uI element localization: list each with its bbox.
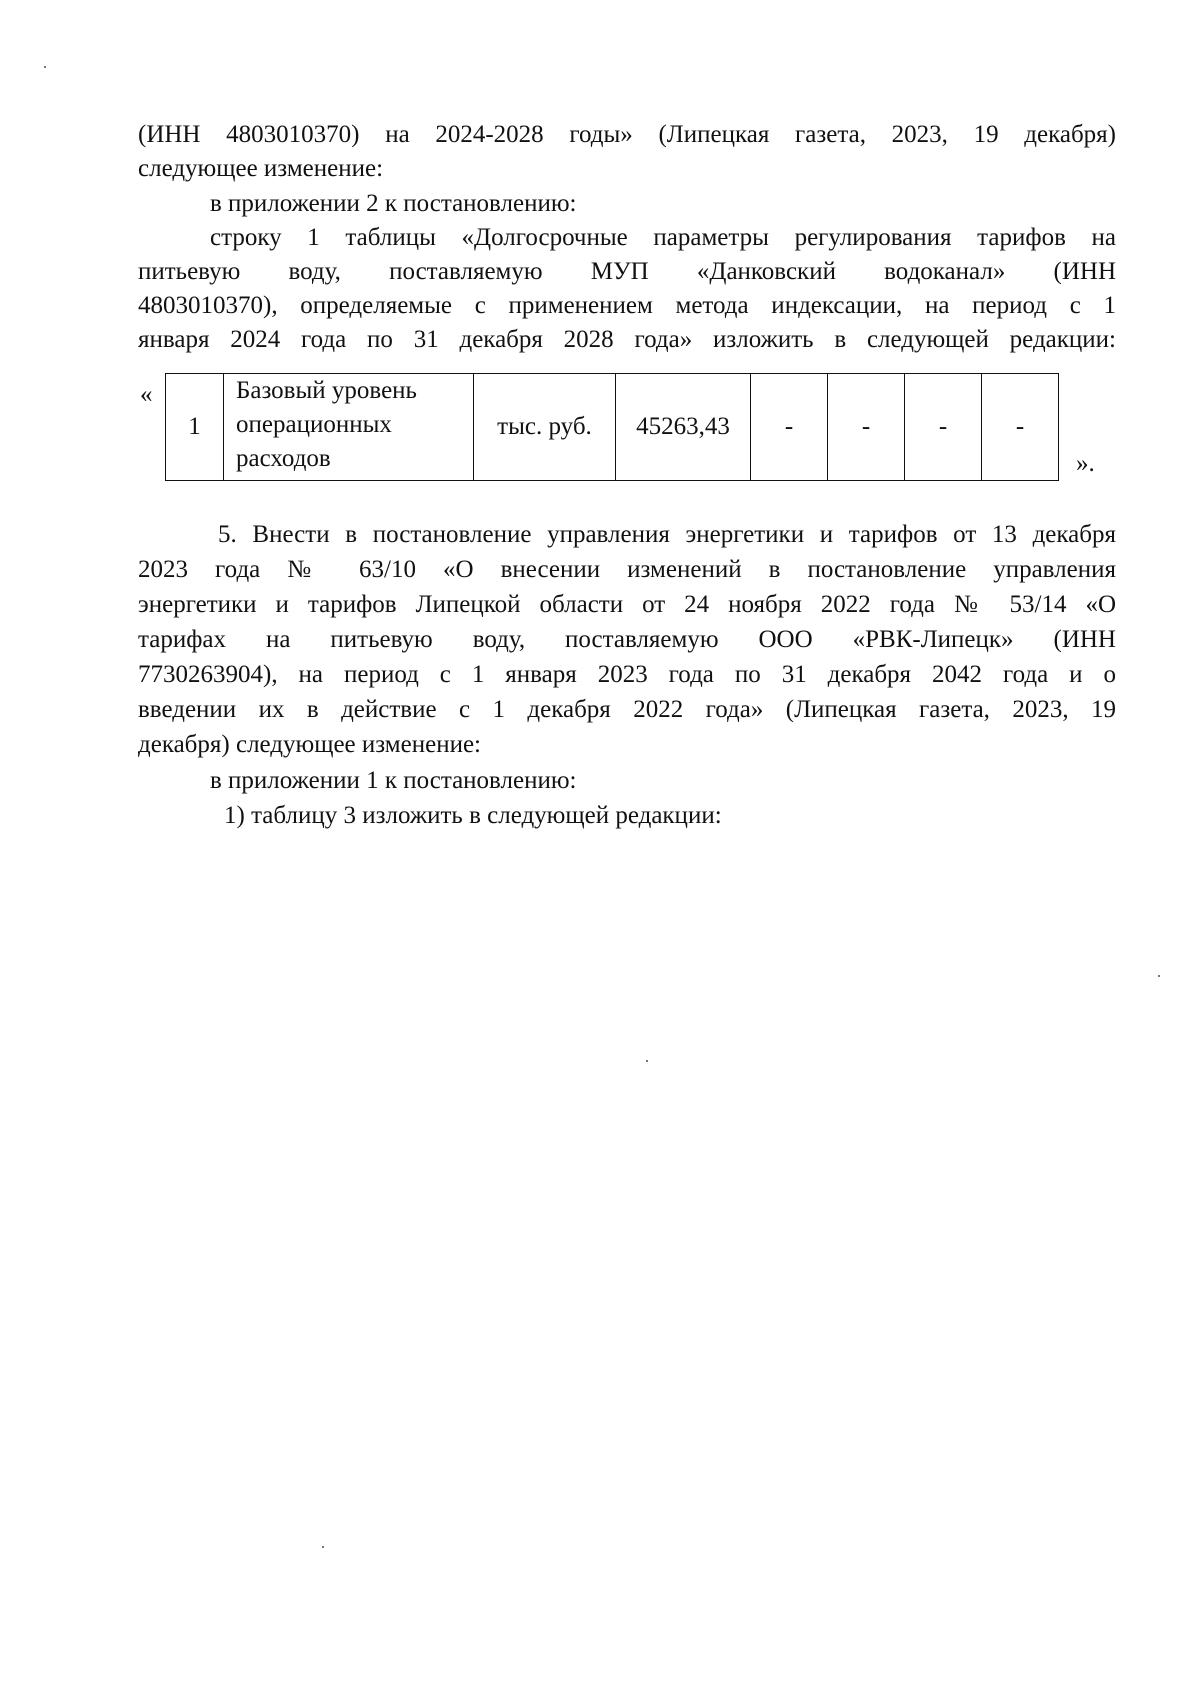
row-name-line: Базовый уровень [236, 377, 417, 404]
scan-speck [1158, 975, 1160, 977]
text-line: в приложении 1 к постановлению: [210, 767, 577, 794]
value-cell: 45263,43 [616, 374, 751, 481]
table-row [166, 374, 1059, 481]
scan-speck [322, 1546, 324, 1548]
open-quote: « [140, 381, 153, 408]
text-line: января 2024 года по 31 декабря 2028 года» изложить в следующей редакции: [138, 326, 1116, 353]
parameters-table-row [165, 373, 1059, 481]
text-line: тарифах на питьевую воду, поставляемую ООО «РВК-Липецк» (ИНН [138, 626, 1116, 653]
text-line: 5. Внести в постановление управления энергетики и тарифов от 13 декабря [218, 521, 1116, 548]
scan-speck [44, 66, 46, 68]
text-line: 2023 года № 63/10 «О внесении изменений в постановление управления [138, 556, 1116, 583]
dash-cell: - [751, 374, 828, 481]
close-quote: ». [1076, 450, 1095, 477]
dash-cell: - [982, 374, 1059, 481]
scan-speck [646, 1060, 648, 1062]
text-line: питьевую воду, поставляемую МУП «Данковский водоканал» (ИНН [138, 258, 1116, 285]
dash-cell: - [905, 374, 982, 481]
text-line: в приложении 2 к постановлению: [210, 190, 577, 217]
text-line: следующее изменение: [138, 155, 384, 182]
row-name-cell [224, 374, 474, 481]
text-line: декабря) следующее изменение: [138, 731, 481, 758]
text-line: энергетики и тарифов Липецкой области от 24 ноября 2022 года № 53/14 «О [138, 591, 1116, 618]
text-line: строку 1 таблицы «Долгосрочные параметры регулирования тарифов на [210, 224, 1116, 251]
text-line: 7730263904), на период с 1 января 2023 года по 31 декабря 2042 года и о [138, 661, 1116, 688]
text-line: (ИНН 4803010370) на 2024-2028 годы» (Липецкая газета, 2023, 19 декабря) [138, 121, 1116, 148]
text-line: введении их в действие с 1 декабря 2022 года» (Липецкая газета, 2023, 19 [138, 696, 1116, 723]
unit-cell: тыс. руб. [474, 374, 616, 481]
row-number-cell: 1 [166, 374, 224, 481]
text-line: 4803010370), определяемые с применением метода индексации, на период с 1 [138, 292, 1116, 319]
text-line: 1) таблицу 3 изложить в следующей редакции: [224, 802, 722, 829]
dash-cell: - [828, 374, 905, 481]
row-name-line: операционных [236, 411, 392, 438]
row-name-line: расходов [236, 445, 331, 472]
